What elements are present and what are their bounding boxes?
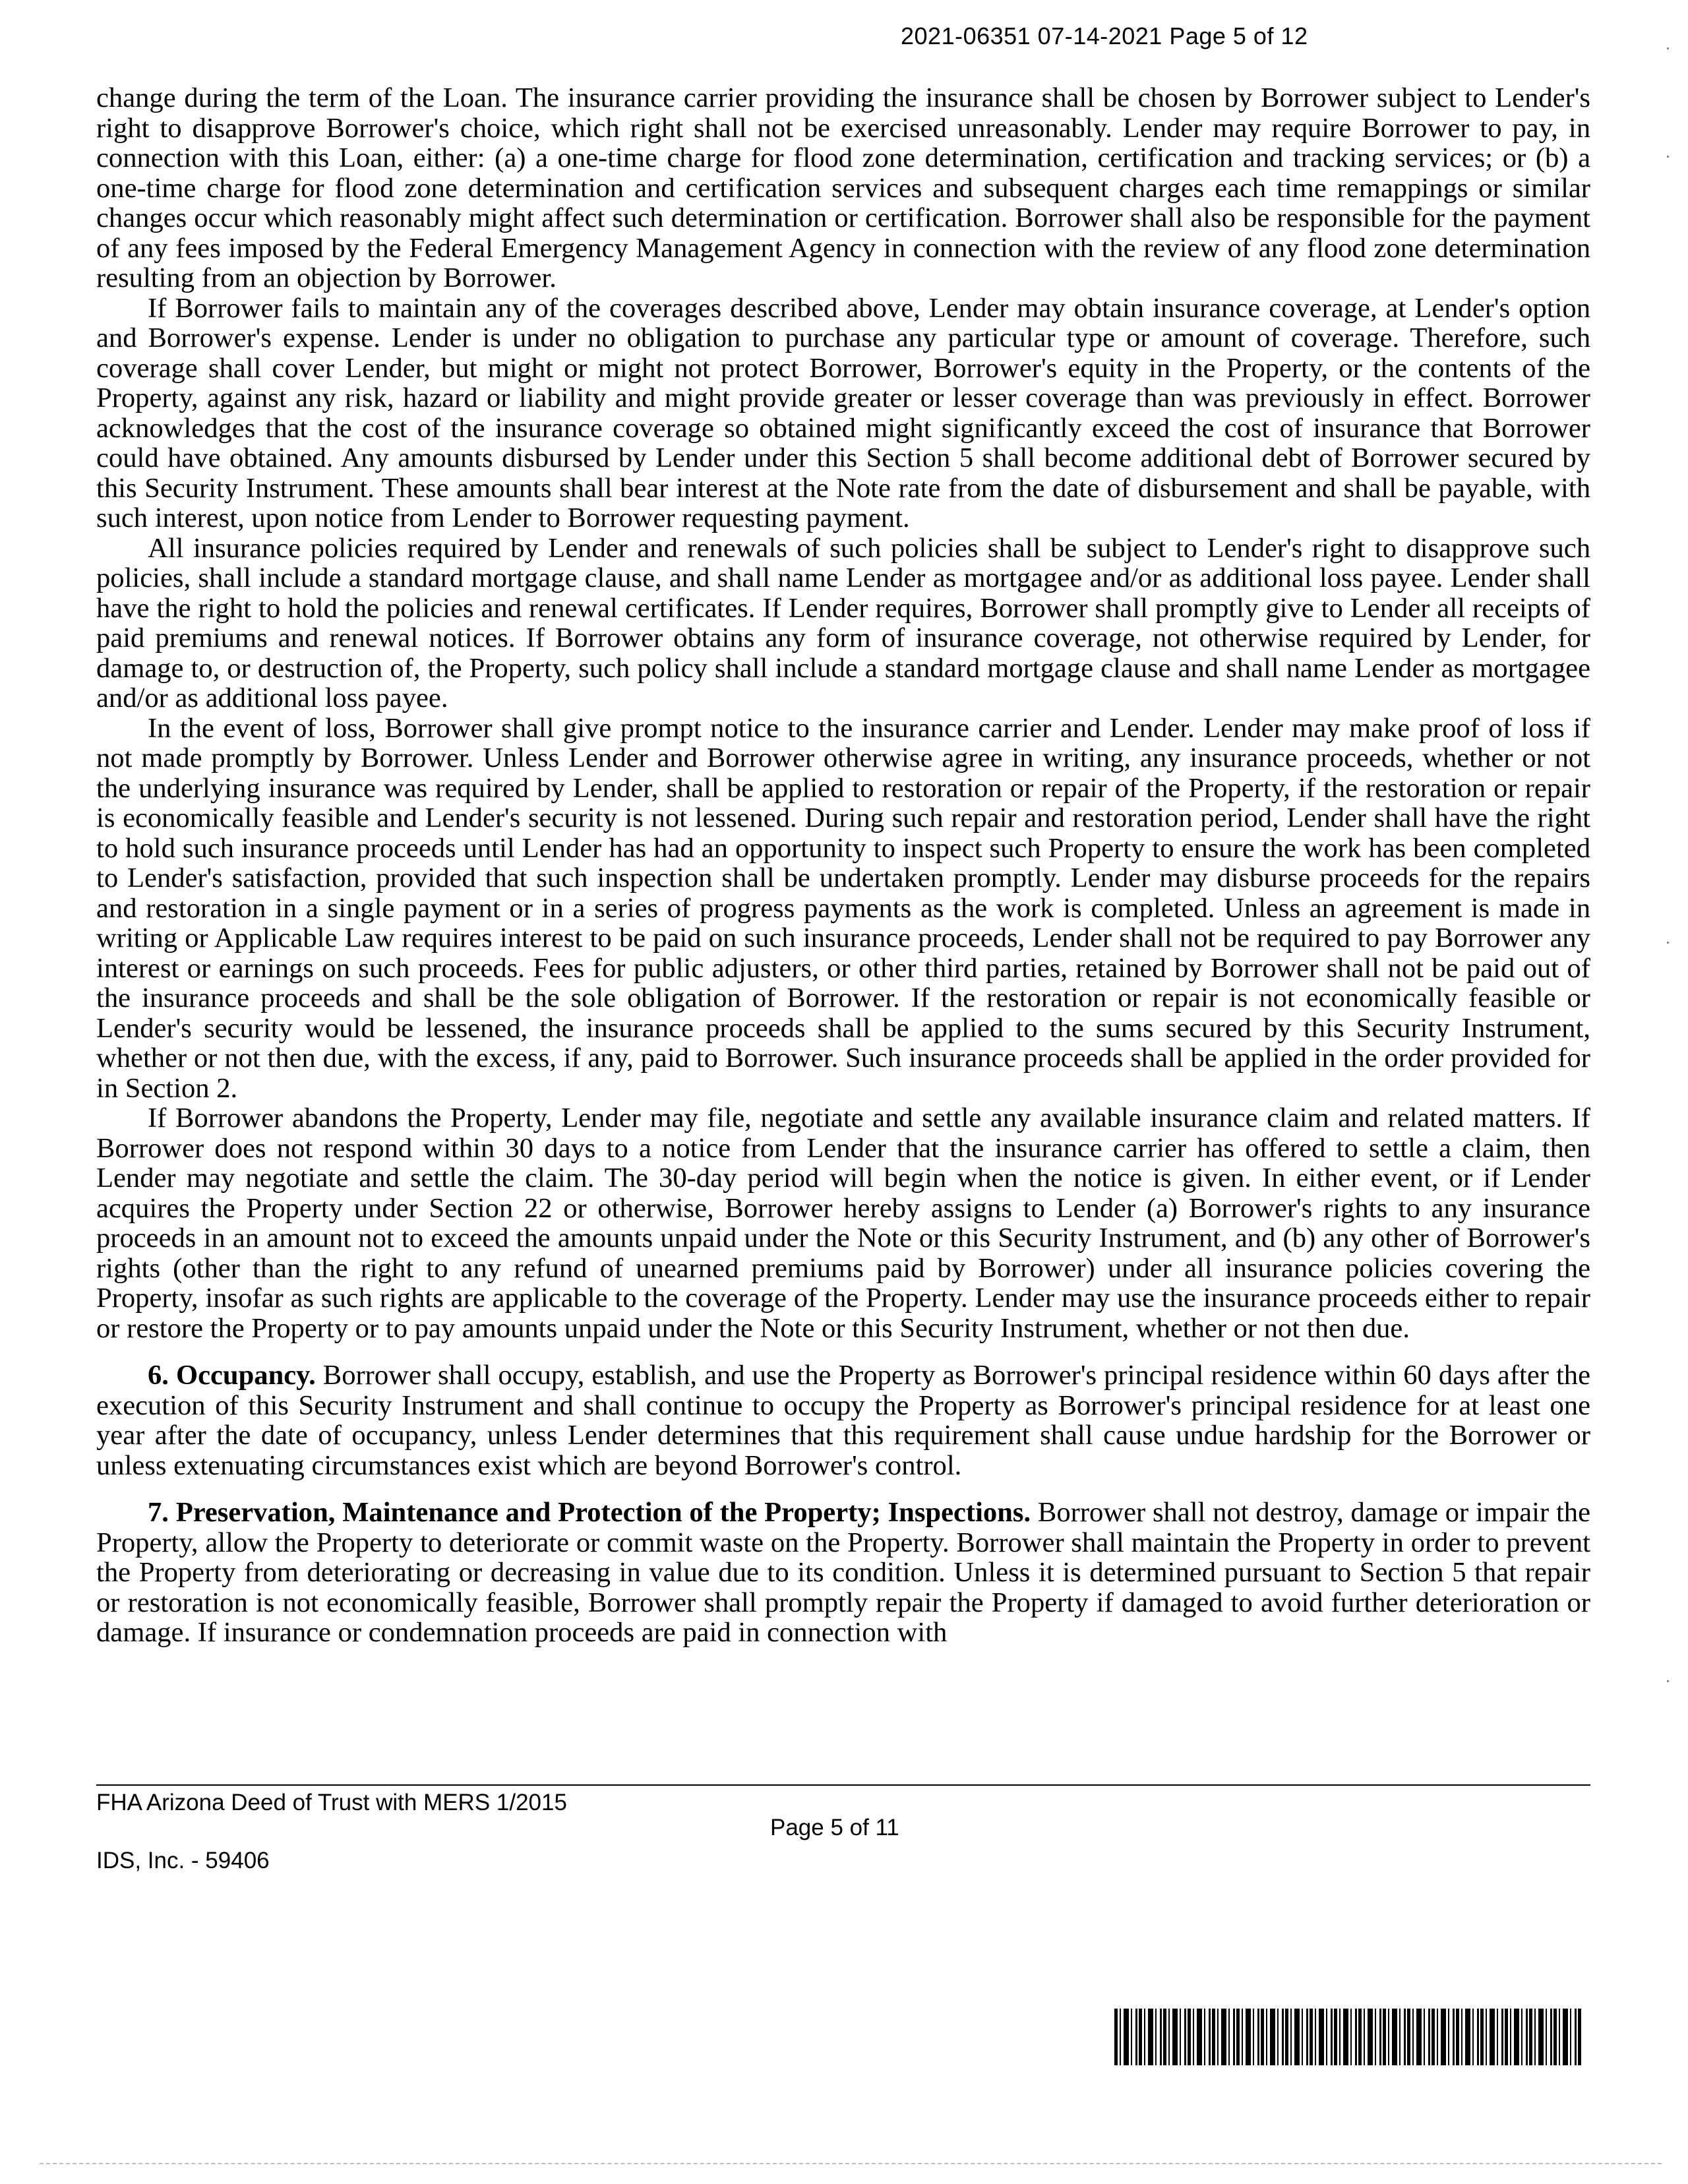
paragraph-event-of-loss: In the event of loss, Borrower shall give prompt notice to the insurance carrier and Lender. Lender may make proof of loss if not made promptly by Borrower. Unless Lender and Borrower otherwise agree in writing, any insurance proceeds, whether or not the underlying insurance was required by Lender, shall be applied to restoration or repair of the Property, if the restoration or repair is economically feasible and Lender's security is not lessened. During such repair and restoration period, Lender shall have the right to hold such insurance proceeds until Lender has had an opportunity to inspect such Property to ensure the work has been completed to Lender's satisfaction, provided that such inspection shall be undertaken promptly. Lender may disburse proceeds for the repairs and restoration in a single payment or in a series of progress payments as the work is completed. Unless an agreement is made in writing or Applicable Law requires interest to be paid on such insurance proceeds, Lender shall not be required to pay Borrower any interest or earnings on such proceeds. Fees for public adjusters, or other third parties, retained by Borrower shall not be paid out of the insurance proceeds and shall be the sole obligation of Borrower. If the restoration or repair is not economically feasible or Lender's security would be lessened, the insurance proceeds shall be applied to the sums secured by this Security Instrument, whether or not then due, with the excess, if any, paid to Borrower. Such insurance proceeds shall be applied in the order provided for in Section 2.: [96, 712, 1590, 1104]
paragraph-insurance-policies: All insurance policies required by Lender and renewals of such policies shall be subject to Lender's right to disapprove such policies, shall include a standard mortgage clause, and shall name Lender as mortgagee and/or as additional loss payee. Lender shall have the right to hold the policies and renewal certificates. If Lender requires, Borrower shall promptly give to Lender all receipts of paid premiums and renewal notices. If Borrower obtains any form of insurance coverage, not otherwise required by Lender, for damage to, or destruction of, the Property, such policy shall include a standard mortgage clause and shall name Lender as mortgagee and/or as additional loss payee.: [96, 532, 1590, 713]
scan-speck: [1667, 942, 1669, 944]
section-7-heading: 7. Preservation, Maintenance and Protection of the Property; Inspections.: [148, 1497, 1031, 1528]
recording-stamp: 2021-06351 07-14-2021 Page 5 of 12: [901, 22, 1308, 49]
barcode-image: [1114, 2009, 1582, 2065]
section-6-heading: 6. Occupancy.: [148, 1360, 316, 1391]
scan-speck: [1667, 1680, 1669, 1682]
paragraph-flood-charges: change during the term of the Loan. The insurance carrier providing the insurance shall be chosen by Borrower subject to Lender's right to disapprove Borrower's choice, which right shall not be exercised unreasonably. Lender may require Borrower to pay, in connection with this Loan, either: (a) a one-time charge for flood zone determination, certification and tracking services; or (b) a one-time charge for flood zone determination and certification services and subsequent charges each time remappings or similar changes occur which reasonably might affect such determination or certification. Borrower shall also be responsible for the payment of any fees imposed by the Federal Emergency Management Agency in connection with the review of any flood zone determination resulting from an objection by Borrower.: [96, 82, 1590, 293]
section-6-occupancy: [96, 1360, 1590, 1480]
footer-ids: IDS, Inc. - 59406: [96, 1848, 270, 1873]
document-body: [96, 83, 1590, 1648]
section-7-preservation: [96, 1498, 1590, 1648]
scan-speck: [1667, 156, 1669, 158]
paragraph-lender-coverage: If Borrower fails to maintain any of the coverages described above, Lender may obtain insurance coverage, at Lender's option and Borrower's expense. Lender is under no obligation to purchase any particular type or amount of coverage. Therefore, such coverage shall cover Lender, but might or might not protect Borrower, Borrower's equity in the Property, or the contents of the Property, against any risk, hazard or liability and might provide greater or lesser coverage than was previously in effect. Borrower acknowledges that the cost of the insurance coverage so obtained might significantly exceed the cost of insurance that Borrower could have obtained. Any amounts disbursed by Lender under this Section 5 shall become additional debt of Borrower secured by this Security Instrument. These amounts shall bear interest at the Note rate from the date of disbursement and shall be payable, with such interest, upon notice from Lender to Borrower requesting payment.: [96, 292, 1590, 533]
scan-speck: [1667, 47, 1669, 49]
footer-page-number: Page 5 of 11: [770, 1815, 899, 1840]
section-7-text: Borrower shall not destroy, damage or impair the Property, allow the Property to deteriorate or commit waste on the Property. Borrower shall maintain the Property in order to prevent the Property from deteriorating or decreasing in value due to its condition. Unless it is determined pursuant to Section 5 that repair or restoration is not economically feasible, Borrower shall promptly repair the Property if damaged to avoid further deterioration or damage. If insurance or condemnation proceeds are paid in connection with: [96, 1497, 1590, 1648]
scan-edge-line: [40, 2163, 1662, 2164]
section-6-text: Borrower shall occupy, establish, and use the Property as Borrower's principal residence within 60 days after the execution of this Security Instrument and shall continue to occupy the Property as Borrower's principal residence for at least one year after the date of occupancy, unless Lender determines that this requirement shall cause undue hardship for the Borrower or unless extenuating circumstances exist which are beyond Borrower's control.: [96, 1360, 1590, 1481]
footer-form-name: FHA Arizona Deed of Trust with MERS 1/2015: [96, 1790, 567, 1815]
paragraph-abandonment: If Borrower abandons the Property, Lender may file, negotiate and settle any available insurance claim and related matters. If Borrower does not respond within 30 days to a notice from Lender that the insurance carrier has offered to settle a claim, then Lender may negotiate and settle the claim. The 30-day period will begin when the notice is given. In either event, or if Lender acquires the Property under Section 22 or otherwise, Borrower hereby assigns to Lender (a) Borrower's rights to any insurance proceeds in an amount not to exceed the amounts unpaid under the Note or this Security Instrument, and (b) any other of Borrower's rights (other than the right to any refund of unearned premiums paid by Borrower) under all insurance policies covering the Property, insofar as such rights are applicable to the coverage of the Property. Lender may use the insurance proceeds either to repair or restore the Property or to pay amounts unpaid under the Note or this Security Instrument, whether or not then due.: [96, 1103, 1590, 1344]
footer-divider: [96, 1784, 1590, 1786]
